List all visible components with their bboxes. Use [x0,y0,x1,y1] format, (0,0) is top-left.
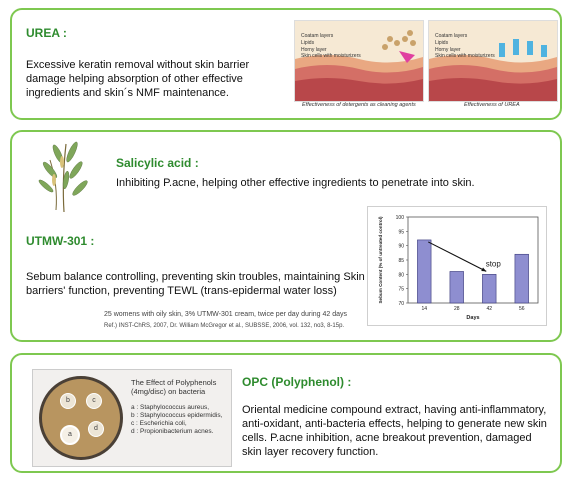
bar [482,274,496,303]
sebum-chart [367,206,547,326]
utmw-text: Sebum balance controlling, preventing skin troubles, maintaining Skin barriers' function, preventing TEWL (trans-epidermal water loss) [26,271,365,297]
detergent-illustration [294,20,424,102]
svg-text:Skin cells with moisturizers: Skin cells with moisturizers [301,53,361,59]
disc-b: b [60,393,76,409]
y-tick-label: 95 [398,229,404,236]
opc-title: OPC (Polyphenol) : [242,375,352,389]
bar [450,271,464,303]
bar [515,254,529,303]
petri-legend-item: b : Staphylococcus epidermidis, [131,412,223,419]
petri-legend-item: a : Staphylococcus aureus, [131,404,210,411]
svg-text:Horny layer: Horny layer [435,47,461,53]
y-axis-label: Sebum Content (% of untreated control) [378,216,383,304]
y-tick-label: 80 [398,272,404,279]
y-tick-label: 85 [398,258,404,264]
salicylic-text: Inhibiting P.acne, helping other effective ingredients to penetrate into skin. [116,177,475,189]
x-tick-label: 56 [518,306,525,312]
opc-text: Oriental medicine compound extract, having anti-inflammatory, anti-oxidant, anti-bacteria effects, helping to generate new skin cells. P.acne inhibition, acne breakout prevention, damaged skin layer recovery function. [242,404,547,458]
disc-a: a [60,425,80,445]
urea-caption: Effectiveness of UREA [464,102,520,108]
x-tick-label: 28 [453,306,460,312]
petri-legend-item: d : Propionibacterium acnes. [131,428,214,435]
disc-c: c [86,393,102,409]
petri-legend [131,404,229,436]
stop-annotation: stop [485,259,501,269]
svg-text:Skin cells with moisturizers: Skin cells with moisturizers [435,53,495,59]
svg-text:Horny layer: Horny layer [301,47,327,53]
salicylic-utmw-panel [10,130,562,342]
urea-title: UREA : [26,26,67,40]
utmw-title: UTMW-301 : [26,234,95,248]
disc-d: d [88,421,104,437]
sebum-chart-svg [368,207,546,325]
x-axis-label: Days [466,315,480,321]
urea-illustration [428,20,558,102]
willow-plant-image [36,140,94,214]
detergent-caption: Effectiveness of detergents as cleaning agents [302,102,416,108]
urea-text: Excessive keratin removal without skin barrier damage helping absorption of other effective ingredients and skin´s NMF maintenance. [26,59,250,99]
opc-panel [10,353,562,473]
svg-text:Lipids: Lipids [301,40,315,46]
y-tick-label: 100 [395,215,404,221]
petri-figure [32,369,232,467]
petri-title: The Effect of Polyphenols (4mg/disc) on bacteria [131,378,217,396]
svg-text:Coatam layers: Coatam layers [435,33,468,39]
y-tick-label: 70 [398,301,404,307]
svg-text:Coatam layers: Coatam layers [301,33,334,39]
utmw-reference: Ref.) INST-ChRS, 2007, Dr. William McGregor et al., SUBSSE, 2006, vol. 132, no3, 8-15p. [104,323,345,329]
y-tick-label: 75 [398,286,404,293]
x-tick-label: 42 [486,306,493,312]
svg-text:Lipids: Lipids [435,40,449,46]
x-tick-label: 14 [421,306,428,312]
urea-panel [10,8,562,120]
petri-dish [39,376,123,460]
petri-legend-item: c : Escherichia coli, [131,420,187,427]
utmw-note: 25 womens with oily skin, 3% UTMW-301 cream, twice per day during 42 days [104,311,348,318]
y-tick-label: 90 [398,243,404,250]
salicylic-title: Salicylic acid : [116,156,199,170]
bar [417,240,431,303]
